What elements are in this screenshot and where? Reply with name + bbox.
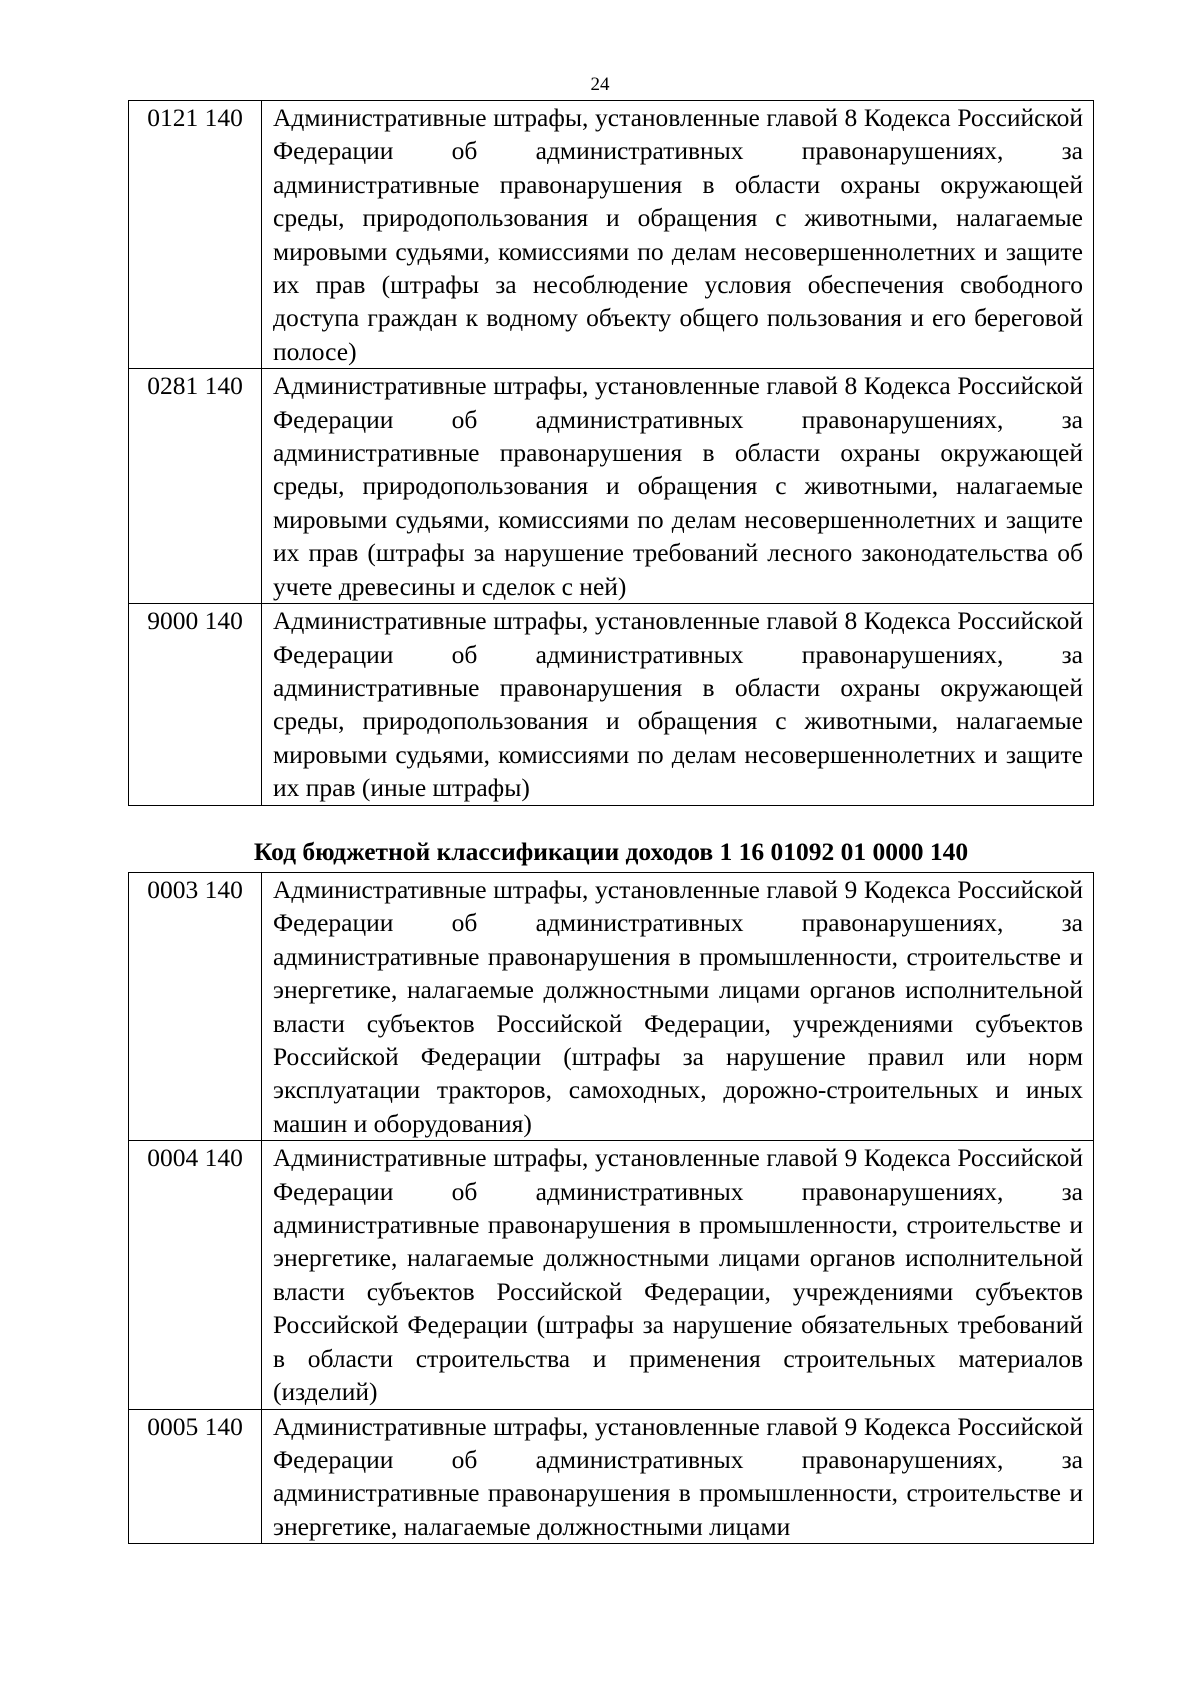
row-code: 9000 140 xyxy=(129,604,262,805)
row-description: Административные штрафы, установленные главой 9 Кодекса Российской Федерации об административных правонарушениях, за административные правонарушения в промышленности, строительстве и энергетике, налагаемые должностными лицами xyxy=(262,1409,1094,1544)
row-code: 0281 140 xyxy=(129,369,262,604)
table-row xyxy=(129,101,1094,369)
kbk-table-2 xyxy=(128,872,1094,1544)
row-description: Административные штрафы, установленные главой 8 Кодекса Российской Федерации об административных правонарушениях, за административные правонарушения в области охраны окружающей среды, природопользования и обращения с животными, налагаемые мировыми судьями, комиссиями по делам несовершеннолетних и защите их прав (штрафы за нарушение требований лесного законодательства об учете древесины и сделок с ней) xyxy=(262,369,1094,604)
row-code: 0005 140 xyxy=(129,1409,262,1544)
row-code: 0003 140 xyxy=(129,873,262,1141)
row-description: Административные штрафы, установленные главой 8 Кодекса Российской Федерации об административных правонарушениях, за административные правонарушения в области охраны окружающей среды, природопользования и обращения с животными, налагаемые мировыми судьями, комиссиями по делам несовершеннолетних и защите их прав (иные штрафы) xyxy=(262,604,1094,805)
table-row xyxy=(129,1141,1094,1409)
table-row xyxy=(129,604,1094,805)
table-row xyxy=(129,873,1094,1141)
table-row xyxy=(129,1409,1094,1544)
row-description: Административные штрафы, установленные главой 9 Кодекса Российской Федерации об административных правонарушениях, за административные правонарушения в промышленности, строительстве и энергетике, налагаемые должностными лицами органов исполнительной власти субъектов Российской Федерации, учреждениями субъектов Российской Федерации (штрафы за нарушение правил или норм эксплуатации тракторов, самоходных, дорожно-строительных и иных машин и оборудования) xyxy=(262,873,1094,1141)
kbk-section-heading: Код бюджетной классификации доходов 1 16 01092 01 0000 140 xyxy=(253,837,969,866)
row-code: 0121 140 xyxy=(129,101,262,369)
page-number: 24 xyxy=(590,74,610,95)
row-code: 0004 140 xyxy=(129,1141,262,1409)
row-description: Административные штрафы, установленные главой 8 Кодекса Российской Федерации об административных правонарушениях, за административные правонарушения в области охраны окружающей среды, природопользования и обращения с животными, налагаемые мировыми судьями, комиссиями по делам несовершеннолетних и защите их прав (штрафы за несоблюдение условия обеспечения свободного доступа граждан к водному объекту общего пользования и его береговой полосе) xyxy=(262,101,1094,369)
kbk-table-1 xyxy=(128,100,1094,806)
table-row xyxy=(129,369,1094,604)
row-description: Административные штрафы, установленные главой 9 Кодекса Российской Федерации об административных правонарушениях, за административные правонарушения в промышленности, строительстве и энергетике, налагаемые должностными лицами органов исполнительной власти субъектов Российской Федерации, учреждениями субъектов Российской Федерации (штрафы за нарушение обязательных требований в области строительства и применения строительных материалов (изделий) xyxy=(262,1141,1094,1409)
